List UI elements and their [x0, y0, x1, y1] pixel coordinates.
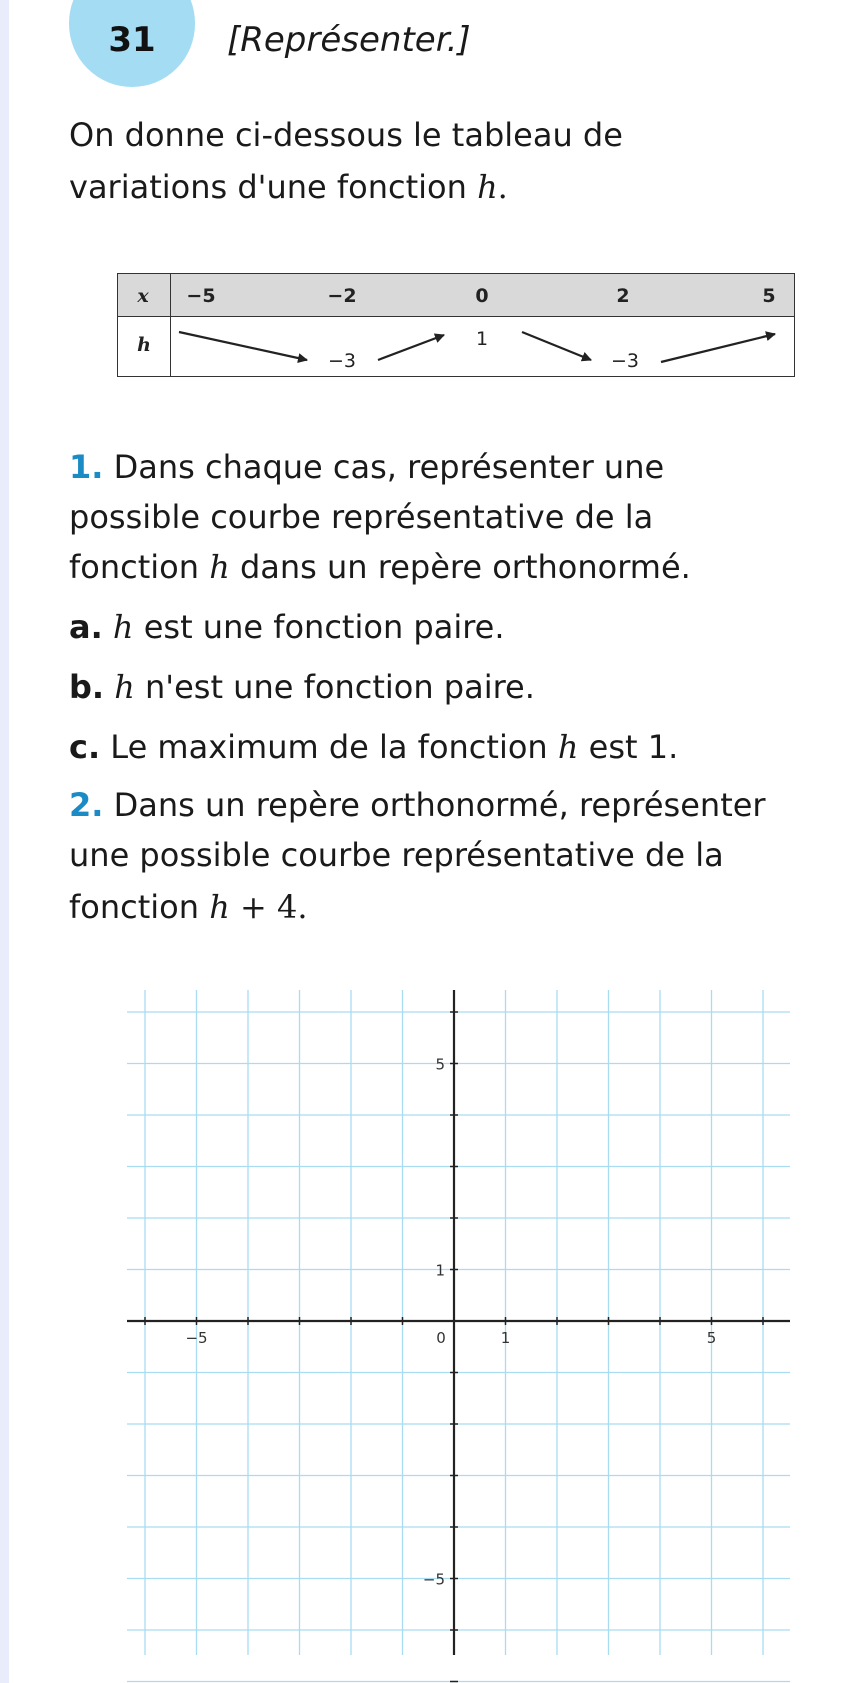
x-value: 0 — [475, 285, 489, 307]
question-1-line-2: possible courbe représentative de la — [69, 498, 654, 536]
skill-label: [Représenter.] — [227, 20, 471, 60]
question-text: Dans un repère orthonormé, représenter — [113, 786, 766, 824]
math-h: h — [114, 668, 135, 706]
math-h: h — [557, 728, 579, 766]
intro-text: variations d'une fonction — [69, 168, 478, 206]
question-text: fonction — [69, 888, 210, 926]
math-h: h — [112, 608, 134, 646]
row-label-h: h — [137, 334, 151, 356]
math-h: h — [477, 168, 498, 206]
math-h: h — [209, 548, 230, 586]
question-text: Dans chaque cas, représenter une — [113, 448, 665, 486]
row-label-x: x — [137, 285, 149, 307]
sub-question-label: b. — [69, 668, 105, 706]
h-value-max: 1 — [475, 328, 489, 350]
question-text: fonction — [69, 548, 210, 586]
question-2-line-2: une possible courbe représentative de la — [69, 836, 724, 874]
x-value: 2 — [616, 285, 630, 307]
x-value: −2 — [327, 285, 357, 307]
question-number: 2. — [69, 786, 104, 824]
y-tick-label: 1 — [435, 1261, 445, 1280]
question-text: dans un repère orthonormé. — [229, 548, 691, 586]
question-text: Le maximum de la fonction — [110, 728, 558, 766]
question-text: est une fonction paire. — [133, 608, 505, 646]
question-number: 1. — [69, 448, 104, 486]
x-tick-label: 1 — [500, 1329, 511, 1347]
h-value-min: −3 — [327, 350, 357, 372]
x-tick-label: 5 — [706, 1329, 717, 1347]
h-value-min: −3 — [610, 350, 640, 372]
math-h: h — [209, 888, 230, 926]
x-value: −5 — [186, 285, 216, 307]
question-text: n'est une fonction paire. — [134, 668, 535, 706]
intro-line-1: On donne ci-dessous le tableau de — [69, 116, 623, 154]
question-text: est 1. — [578, 728, 679, 766]
x-tick-label: 0 — [436, 1329, 446, 1347]
x-tick-label: −5 — [185, 1329, 208, 1347]
exercise-number: 31 — [108, 20, 156, 60]
sub-question-label: c. — [69, 728, 101, 766]
sub-question-label: a. — [69, 608, 103, 646]
x-value: 5 — [762, 285, 776, 307]
math-plus-four: + 4. — [229, 888, 308, 926]
intro-period: . — [497, 168, 508, 206]
y-tick-label: 5 — [435, 1055, 445, 1074]
y-tick-label: −5 — [422, 1570, 445, 1589]
